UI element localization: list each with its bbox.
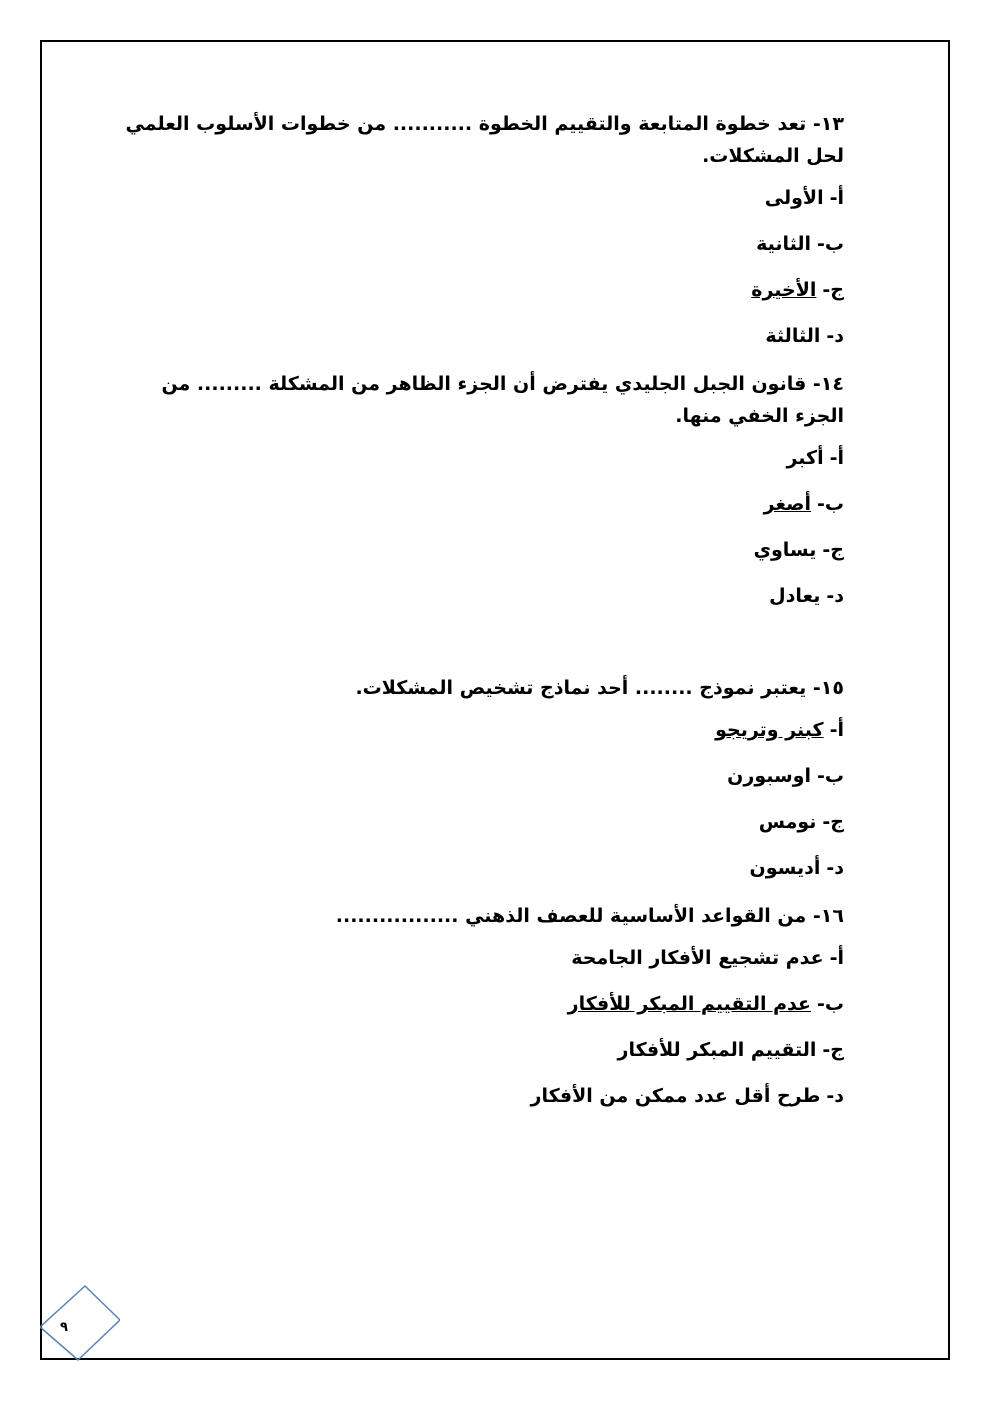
option-letter: ج- — [822, 279, 844, 301]
option-14-b — [114, 490, 844, 518]
option-text: أديسون — [749, 857, 821, 879]
option-letter: د- — [826, 857, 844, 879]
option-text: أكبر — [786, 447, 824, 469]
option-13-d — [114, 322, 844, 350]
option-letter: ب- — [817, 493, 844, 515]
option-letter: أ- — [829, 187, 844, 209]
option-16-d — [114, 1082, 844, 1110]
page-number-diamond-icon — [40, 1282, 120, 1362]
option-13-b — [114, 230, 844, 258]
option-13-c — [114, 276, 844, 304]
option-15-c — [114, 808, 844, 836]
option-text: الثانية — [756, 233, 812, 255]
option-15-a — [114, 716, 844, 744]
option-letter: أ- — [829, 947, 844, 969]
option-letter: ب- — [817, 993, 844, 1015]
question-13: ١٣- تعد خطوة المتابعة والتقييم الخطوة ........... من خطوات الأسلوب العلمي لحل المشكلات. — [125, 113, 844, 167]
option-letter: د- — [826, 585, 844, 607]
correct-answer: الأخيرة — [751, 279, 817, 301]
option-14-c — [114, 536, 844, 564]
option-letter: د- — [826, 1085, 844, 1107]
correct-answer: كبنر وتريجو — [715, 719, 824, 741]
correct-answer: عدم التقييم المبكر للأفكار — [567, 993, 812, 1015]
option-text: الأولى — [764, 187, 824, 209]
option-16-c — [114, 1036, 844, 1064]
option-text: اوسبورن — [727, 765, 812, 787]
correct-answer: أصغر — [763, 493, 812, 515]
option-text: طرح أقل عدد ممكن من الأفكار — [530, 1085, 821, 1107]
question-15: ١٥- يعتبر نموذج ........ أحد نماذج تشخيص المشكلات. — [355, 677, 844, 699]
spacer — [114, 628, 844, 672]
option-letter: ج- — [822, 1039, 844, 1061]
option-15-b — [114, 762, 844, 790]
option-letter: ب- — [817, 765, 844, 787]
option-14-a — [114, 444, 844, 472]
question-14: ١٤- قانون الجبل الجليدي يفترض أن الجزء الظاهر من المشكلة ......... من الجزء الخفي منها. — [161, 373, 844, 427]
page-number: ٩ — [60, 1320, 68, 1335]
option-letter: ج- — [822, 539, 844, 561]
quiz-content — [114, 108, 844, 1128]
option-text: الثالثة — [765, 325, 821, 347]
option-text: نومس — [758, 811, 817, 833]
option-text: يعادل — [769, 585, 821, 607]
option-text: التقييم المبكر للأفكار — [617, 1039, 817, 1061]
option-14-d — [114, 582, 844, 610]
option-letter: ج- — [822, 811, 844, 833]
option-text: يساوي — [753, 539, 817, 561]
question-16: ١٦- من القواعد الأساسية للعصف الذهني ................. — [335, 905, 844, 927]
option-16-b — [114, 990, 844, 1018]
option-15-d — [114, 854, 844, 882]
option-text: عدم تشجيع الأفكار الجامحة — [571, 947, 824, 969]
option-letter: أ- — [829, 719, 844, 741]
option-letter: أ- — [829, 447, 844, 469]
option-letter: ب- — [817, 233, 844, 255]
option-letter: د- — [826, 325, 844, 347]
option-16-a — [114, 944, 844, 972]
option-13-a — [114, 184, 844, 212]
